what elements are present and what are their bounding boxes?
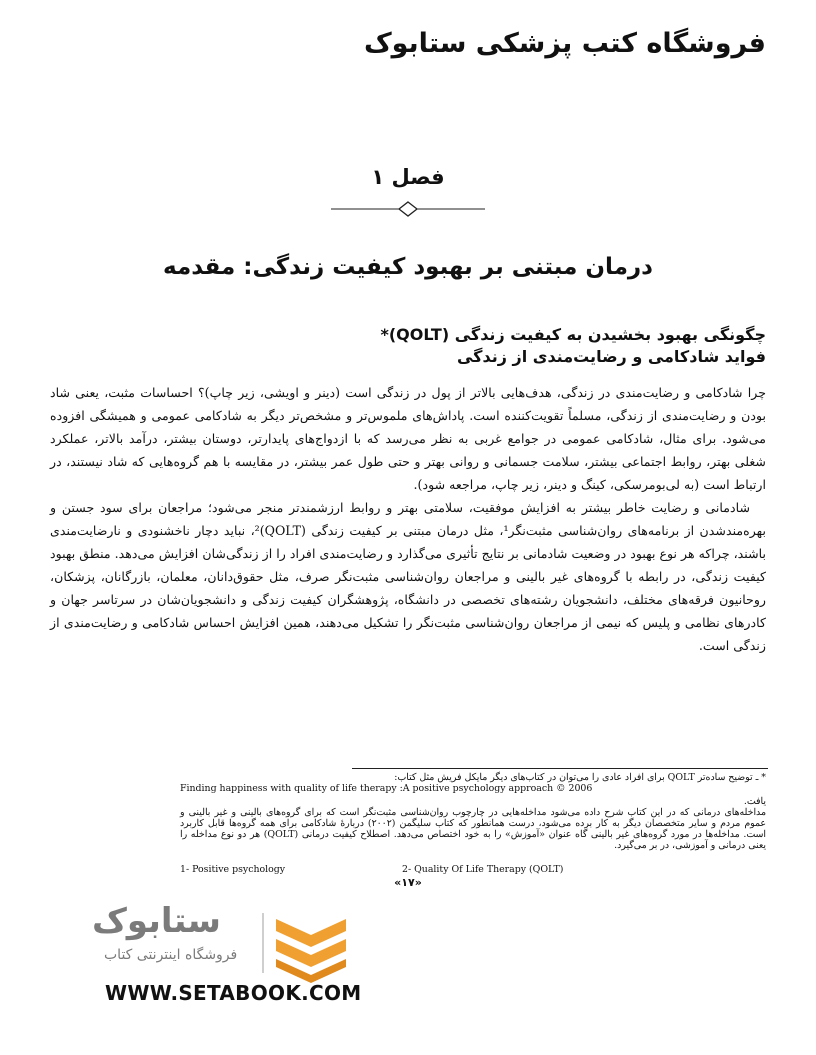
footnote-found: یافت. <box>743 796 766 807</box>
section-heading-line2: فواید شادکامی و رضایت‌مندی از زندگی <box>456 347 766 366</box>
footnote-ref-2: 2- Quality Of Life Therapy (QOLT) <box>402 864 564 875</box>
paragraph-2: شادمانی و رضایت خاطر بیشتر به افزایش موفقیت، سلامتی بهتر و روابط ارزشمندتر منجر می‌شود؛ مراجعان برای سود جستن و بهره‌مندشدن از برنامه‌های روان‌شناسی مثبت‌نگر¹، مثل درمان مبتنی بر کیفیت زندگی (QOLT)²، نباید دچار ناخشنودی و نارضایت‌مندی باشند، چراکه هر نوع بهبود در وضعیت شادمانی بر نتایج تأثیری می‌گذارد و رضایت‌مندی افراد را از زندگی‌شان افزایش می‌دهد. منطق بهبود کیفیت زندگی، در رابطه با گروه‌های غیر بالینی و مراجعان روان‌شناسی مثبت‌نگر صرف، مثل حقوق‌دانان، معلمان، بازرگانان، پزشکان، روحانیون فرقه‌های مختلف، دانشجویان رشته‌های تخصصی در دانشگاه، پژوهشگران کیفیت زندگی و دانشجویان‌شان در سرتاسر جهان و کادرهای نظامی و پلیس که نیمی از مراجعان روان‌شناسی مثبت‌نگر را تشکیل می‌دهند، همین افزایش احساس شادکامی و رضایت‌مندی از زندگی است. <box>50 500 766 653</box>
section-heading-line1: چگونگی بهبود بخشیدن به کیفیت زندگی (QOLT)* <box>380 325 766 344</box>
website-url: WWW.SETABOOK.COM <box>105 981 362 1005</box>
page-number: «۱۷» <box>394 876 422 889</box>
footnote-star: * ـ توضیح ساده‌تر QOLT برای افراد عادی را می‌توان در کتاب‌های دیگر مایکل فریش مثل کتاب: <box>394 772 766 783</box>
book-chevron-icon <box>272 905 350 983</box>
footnote-book-reference: Finding happiness with quality of life therapy :A positive psychology approach © 2006 <box>180 783 593 794</box>
chapter-title: درمان مبتنی بر بهبود کیفیت زندگی: مقدمه <box>163 254 653 280</box>
footnote-rule <box>352 768 768 769</box>
logo-subtitle: فروشگاه اینترنتی کتاب <box>104 947 238 963</box>
chapter-label: فصل ۱ <box>371 165 445 189</box>
store-title: فروشگاه کتب پزشکی ستابوک <box>363 28 766 59</box>
paragraph-1: چرا شادکامی و رضایت‌مندی در زندگی، هدف‌هایی بالاتر از پول در زندگی است (دینر و اویشی، زیر چاپ)؟ احساسات مثبت، یعنی شاد بودن و رضایت‌مندی از زندگی، مسلماً تقویت‌کننده است. پاداش‌های ملموس‌تر و مشخص‌تر دیگر به شادکامی عمومی و همیشگی افزوده می‌شود. برای مثال، شادکامی عمومی در جوامع غربی به نظر می‌رسد که با ازدواج‌های پایدارتر، دوستان بیشتر، درآمد بالاتر، عملکرد شغلی بهتر، روابط اجتماعی بیشتر، سلامت جسمانی و روانی بهتر و حتی طول عمر بیشتر، در مقایسه با هم گروه‌هایی که شاد نیستند، در ارتباط است (به لی‌بومرسکی، کینگ و دینر، زیر چاپ، مراجعه شود). <box>50 385 766 492</box>
footnote-translator-note: مداخله‌های درمانی که در این کتاب شرح داده می‌شود مداخله‌هایی در چارچوب روان‌شناسی مثبت‌نگر است که برای گروه‌های بالینی و غیر بالینی و عموم مردم و سایر متخصصان دیگر به کار برده می‌شود، درست همانطور که کتاب سلیگمن (۲۰۰۲) دربارهٔ شادکامی برای همه گروه‌ها قابل کاربرد است. مداخله‌ها در مورد گروه‌های غیر بالینی گاه عنوان «آموزش» را به خود اختصاص می‌دهد. اصطلاح کیفیت درمانی (QOLT) هر دو نوع مداخله را یعنی درمانی و آموزشی، در بر می‌گیرد. <box>180 807 766 851</box>
logo-divider <box>262 913 264 973</box>
chapter-divider-ornament <box>331 201 485 217</box>
footnote-ref-1: 1- Positive psychology <box>180 864 286 875</box>
section-heading <box>166 324 766 368</box>
logo-wordmark: ستابوک <box>92 901 221 941</box>
body-text <box>50 381 766 657</box>
footnotes <box>180 772 766 851</box>
